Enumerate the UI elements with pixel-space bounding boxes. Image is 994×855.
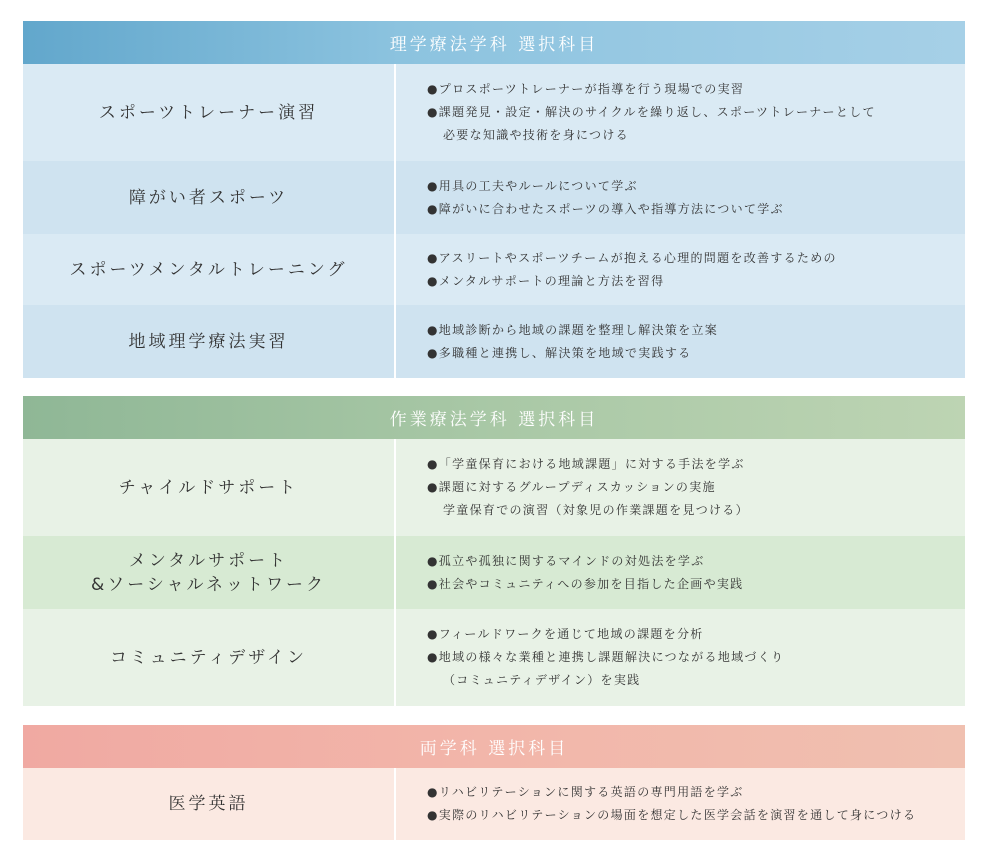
description-line: ●フィールドワークを通じて地域の課題を分析: [427, 627, 704, 641]
course-name: スポーツトレーナー演習: [23, 64, 396, 161]
description-line: ●課題発見・設定・解決のサイクルを繰り返し、スポーツトレーナーとして: [427, 105, 876, 119]
description-line: ●地域の様々な業種と連携し課題解決につながる地域づくり: [427, 650, 785, 664]
description-line: （コミュニティデザイン）を実践: [443, 673, 641, 687]
course-description: [396, 234, 965, 305]
section-header: 理学療法学科 選択科目: [23, 21, 965, 64]
description-line: ●メンタルサポートの理論と方法を習得: [427, 273, 665, 288]
course-description: [396, 305, 965, 378]
course-row: [23, 609, 965, 706]
section-occupational-therapy: [23, 396, 965, 706]
description-line: ●「学童保育における地域課題」に対する手法を学ぶ: [427, 457, 745, 471]
course-name: 障がい者スポーツ: [23, 161, 396, 234]
description-line: ●リハビリテーションに関する英語の専門用語を学ぶ: [427, 785, 744, 799]
description-line: 必要な知識や技術を身につける: [443, 128, 629, 142]
course-description: [396, 161, 965, 234]
course-name-line: &ソーシャルネットワーク: [90, 574, 327, 595]
course-row: [23, 305, 965, 378]
course-description: [396, 439, 965, 536]
description-line: ●地域診断から地域の課題を整理し解決策を立案: [427, 322, 719, 337]
description-line: ●多職種と連携し、解決策を地域で実践する: [427, 345, 692, 360]
course-description: [396, 609, 965, 706]
course-row: [23, 439, 965, 536]
description-line: ●アスリートやスポーツチームが抱える心理的問題を改善するための: [427, 250, 837, 265]
course-name-line: メンタルサポート: [128, 550, 289, 571]
course-description: [396, 64, 965, 161]
section-header: 両学科 選択科目: [23, 725, 965, 768]
description-line: ●社会やコミュニティへの参加を目指した企画や実践: [427, 576, 744, 591]
course-row: [23, 768, 965, 840]
course-description: [396, 536, 965, 609]
course-row: [23, 161, 965, 234]
course-name: コミュニティデザイン: [23, 609, 396, 706]
section-header: 作業療法学科 選択科目: [23, 396, 965, 439]
description-line: ●障がいに合わせたスポーツの導入や指導方法について学ぶ: [427, 201, 784, 216]
section-physical-therapy: [23, 21, 965, 378]
course-name: スポーツメンタルトレーニング: [23, 234, 396, 305]
description-line: ●実際のリハビリテーションの場面を想定した医学会話を演習を通して身につける: [427, 808, 917, 822]
course-name: チャイルドサポート: [23, 439, 396, 536]
description-line: ●課題に対するグループディスカッションの実施: [427, 480, 716, 494]
description-line: ●用具の工夫やルールについて学ぶ: [427, 178, 638, 193]
description-line: ●孤立や孤独に関するマインドの対処法を学ぶ: [427, 553, 705, 568]
description-line: 学童保育での演習（対象児の作業課題を見つける）: [443, 503, 749, 517]
description-line: ●プロスポーツトレーナーが指導を行う現場での実習: [427, 82, 745, 96]
course-name: [23, 536, 396, 609]
course-description: [396, 768, 965, 840]
course-row: [23, 536, 965, 609]
course-row: [23, 234, 965, 305]
course-name: 医学英語: [23, 768, 396, 840]
section-both-departments: [23, 725, 965, 840]
course-name: 地域理学療法実習: [23, 305, 396, 378]
course-row: [23, 64, 965, 161]
